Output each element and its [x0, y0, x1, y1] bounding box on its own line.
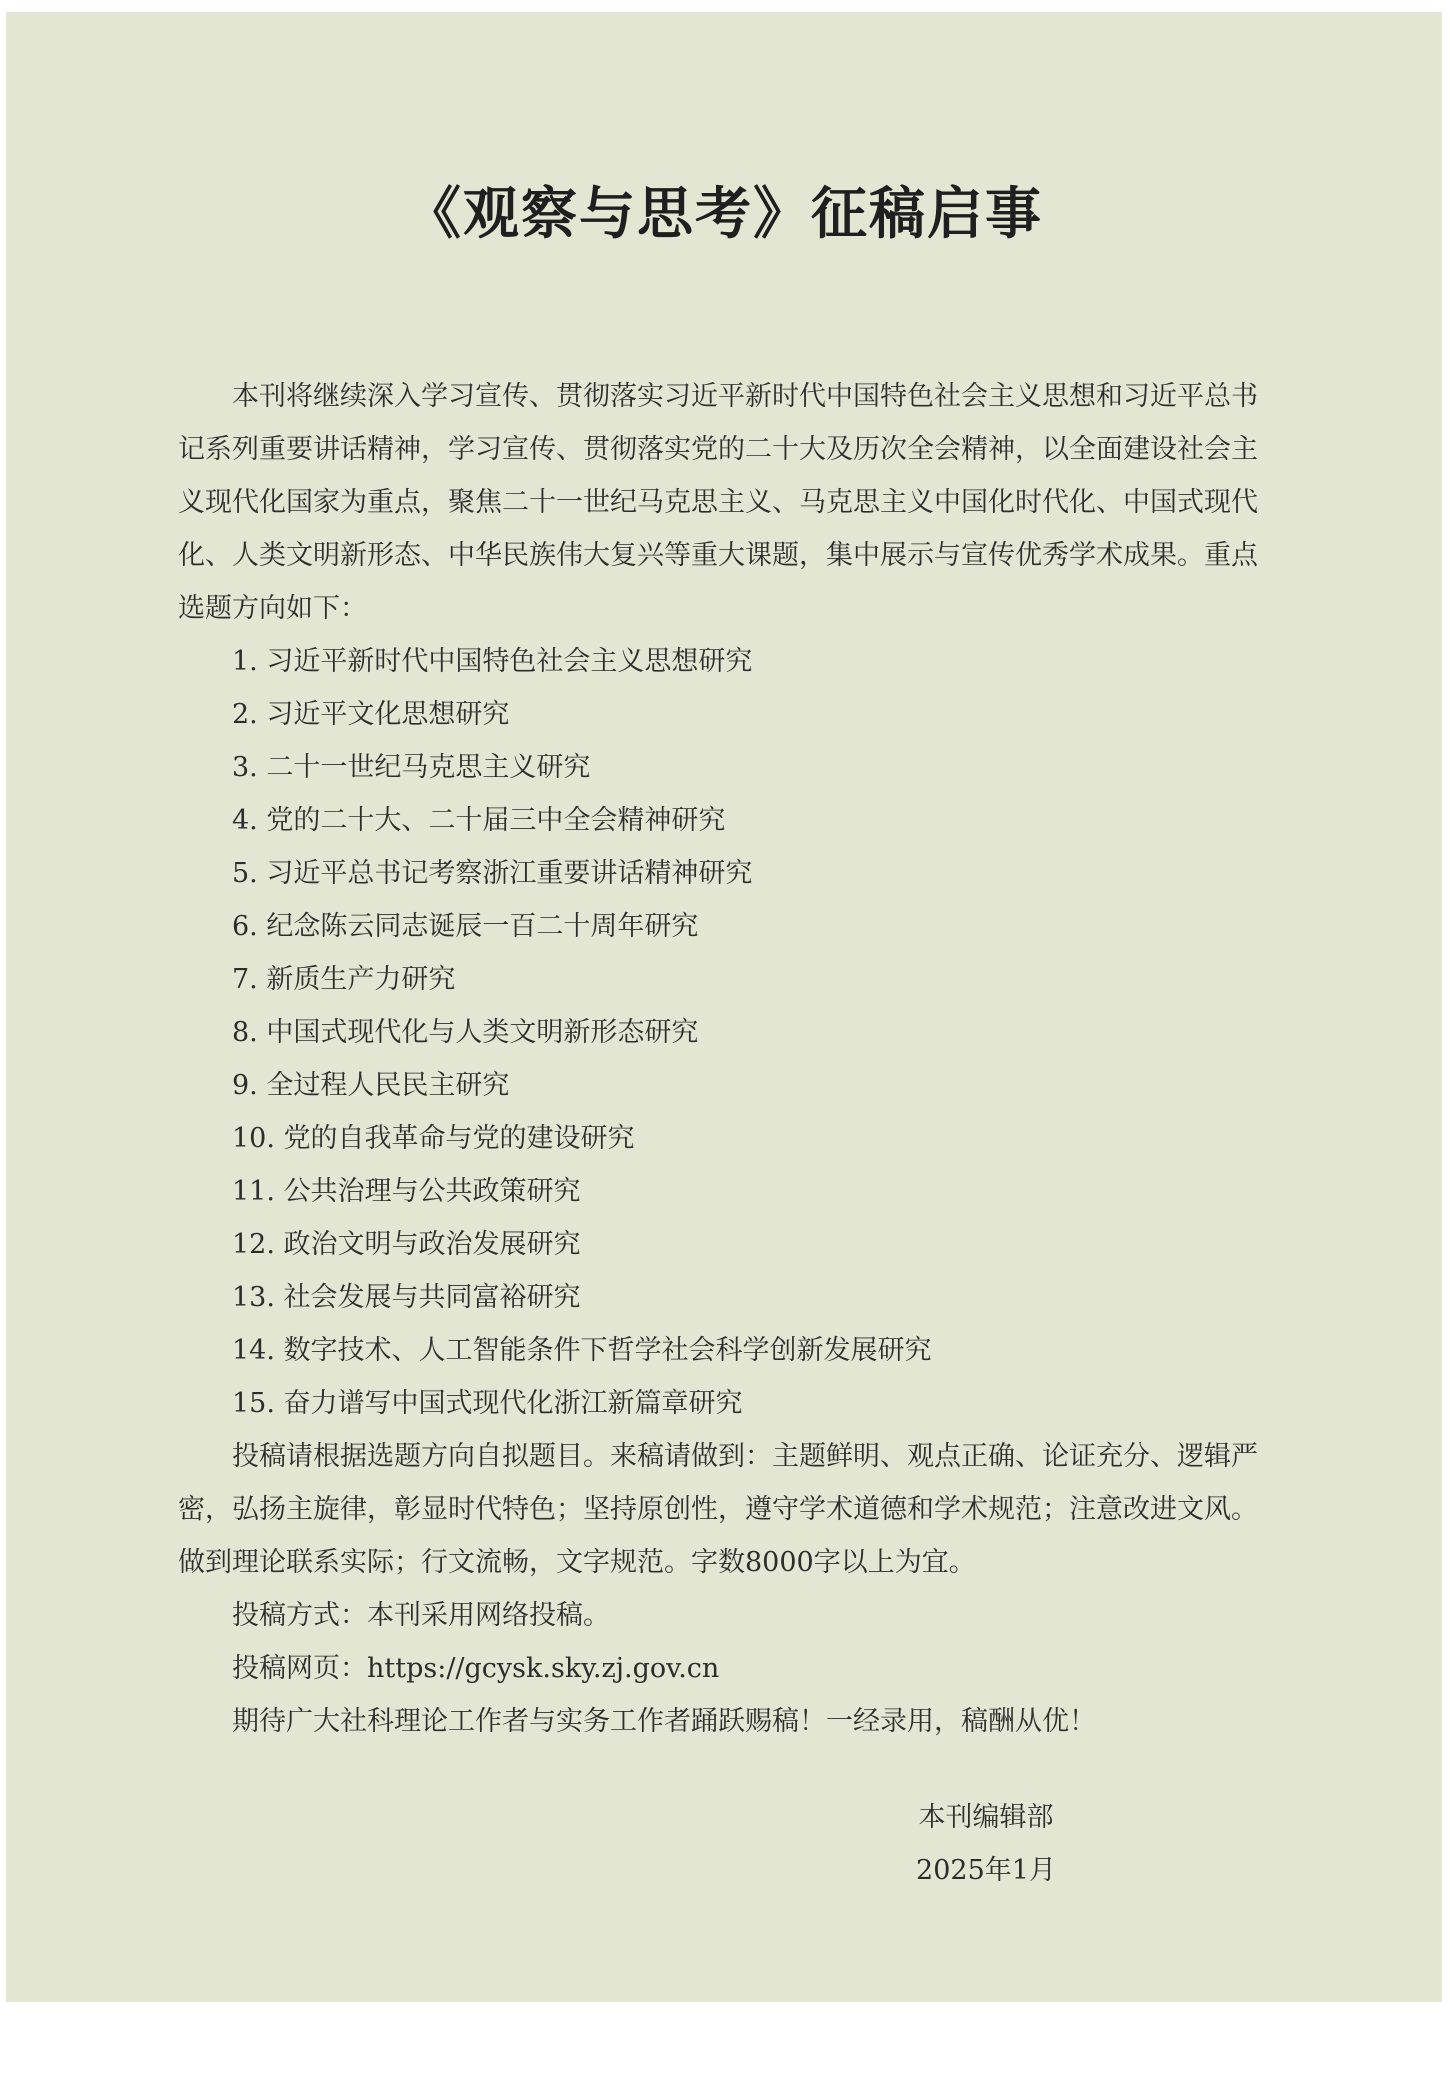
topic-item: 2. 习近平文化思想研究 [232, 699, 510, 730]
topic-item: 14. 数字技术、人工智能条件下哲学社会科学创新发展研究 [232, 1335, 932, 1366]
notice-title: 《观察与思考》征稿启事 [405, 182, 1043, 247]
topic-list [178, 635, 1258, 1430]
submission-url: 投稿网页：https://gcysk.sky.zj.gov.cn [232, 1653, 720, 1684]
topic-item: 7. 新质生产力研究 [232, 964, 456, 995]
topic-item: 15. 奋力谱写中国式现代化浙江新篇章研究 [232, 1388, 743, 1419]
topic-item: 11. 公共治理与公共政策研究 [232, 1176, 581, 1207]
intro-paragraph: 本刊将继续深入学习宣传、贯彻落实习近平新时代中国特色社会主义思想和习近平总书记系列重要讲话精神，学习宣传、贯彻落实党的二十大及历次全会精神，以全面建设社会主义现代化国家为重点，聚焦二十一世纪马克思主义、马克思主义中国化时代化、中国式现代化、人类文明新形态、中华民族伟大复兴等重大课题，集中展示与宣传优秀学术成果。重点选题方向如下： [178, 381, 1258, 624]
topic-item: 12. 政治文明与政治发展研究 [232, 1229, 581, 1260]
submission-method: 投稿方式：本刊采用网络投稿。 [232, 1600, 610, 1631]
topic-item: 6. 纪念陈云同志诞辰一百二十周年研究 [232, 911, 699, 942]
topic-item: 10. 党的自我革命与党的建设研究 [232, 1123, 635, 1154]
notice-page [6, 12, 1442, 2002]
topic-item: 3. 二十一世纪马克思主义研究 [232, 752, 591, 783]
signature-block [886, 1791, 1086, 1897]
notice-body [178, 370, 1258, 1748]
topic-item: 4. 党的二十大、二十届三中全会精神研究 [232, 805, 726, 836]
topic-item: 9. 全过程人民民主研究 [232, 1070, 510, 1101]
closing-line: 期待广大社科理论工作者与实务工作者踊跃赐稿！一经录用，稿酬从优！ [232, 1706, 1096, 1737]
signature-dept: 本刊编辑部 [918, 1802, 1054, 1833]
topic-item: 1. 习近平新时代中国特色社会主义思想研究 [232, 646, 753, 677]
signature-date: 2025年1月 [916, 1855, 1056, 1886]
topic-item: 13. 社会发展与共同富裕研究 [232, 1282, 581, 1313]
requirements-paragraph: 投稿请根据选题方向自拟题目。来稿请做到：主题鲜明、观点正确、论证充分、逻辑严密，弘扬主旋律，彰显时代特色；坚持原创性，遵守学术道德和学术规范；注意改进文风。做到理论联系实际；行文流畅，文字规范。字数8000字以上为宜。 [178, 1441, 1258, 1578]
topic-item: 5. 习近平总书记考察浙江重要讲话精神研究 [232, 858, 753, 889]
topic-item: 8. 中国式现代化与人类文明新形态研究 [232, 1017, 699, 1048]
